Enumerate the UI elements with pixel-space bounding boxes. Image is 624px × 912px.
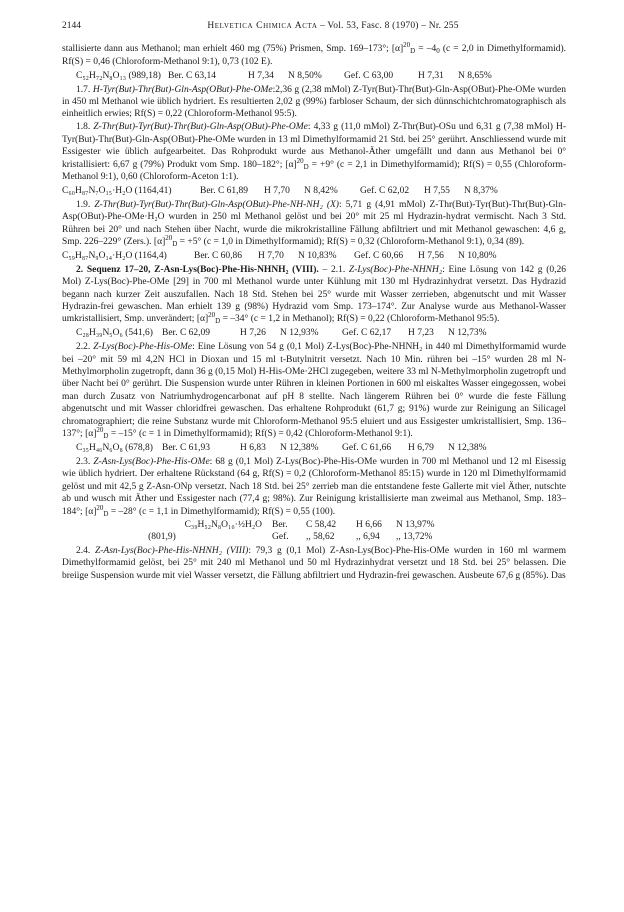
elemental-analysis: C₅₂H₇₂N₈O₁₃ (989,18) Ber. C 63,14 H 7,34 N 8,50% Gef. C 63,00 H 7,31 N 8,65% bbox=[76, 70, 492, 81]
elemental-analysis: C₃₅H₄₆N₆O₈ (678,8) Ber. C 61,93 H 6,83 N 12,38% Gef. C 61,66 H 6,79 N 12,38% bbox=[76, 443, 487, 453]
paragraph-2-3: 2.3. Z-Asn-Lys(Boc)-Phe-His-OMe: 68 g (0,1 Mol) Z-Lys(Boc)-Phe-His-OMe wurden in 700 ml Methanol und 12 ml Eisessig wie üblich hydriert. Der erhaltene Rückstand (64 g, Rf(S) = 0,2 (Chloroform-Methanol 85:15) wurde in 120 ml Dimethylformamid gelöst und mit 42,5 g Z-Asn-ONp versetzt. Nach 18 Std. bei 25° zerrieb man die entstandene feste Gallerte mit viel Äther, nutschte ab und wusch mit Äther und Essigester nach (77,4 g; 98%). Zur Reinigung kristallisierte man zweimal aus Methanol, Smp. 183–184°; $[\alpha]^{20}_D = -28^\circ$ (c = 1,1 in Dimethylformamid); Rf(S) = 0,55 (100). bbox=[62, 456, 567, 518]
elemental-analysis: C₂₈H₃₉N₅O₆ (541,6) Ber. C 62,09 H 7,26 N 12,93% Gef. C 62,17 H 7,23 N 12,73% bbox=[76, 328, 487, 339]
paragraph-1-8: 1.8. Z-Thr(But)-Tyr(But)-Thr(But)-Gln-Asp(OBut)-Phe-OMe: 4,33 g (11,0 mMol) Z-Thr(But)-OSu und 6,31 g (7,38 mMol) H-Tyr(But)-Thr(But)-Gln-Asp(OBut)-Phe-OMe wurden in 13 ml Dimethylformamid 21 Std. bei 25° gerührt. Anschliessend wurde mit Essigester wie üblich aufgearbeitet. Das Rohprodukt wurde aus Methanol-Äther umgefällt und dann aus Methanol bei 0° kristallisiert: 6,67 g (79%) Produkt vom Smp. 180–182°; $[\alpha]^{20}_D = +9^\circ$ (c = 2,1 in Dimethylformamid); Rf(S) = 0,55 (Chloroform-Methanol 9:1), 0,60 (Chloroform-Aceton 1:1). bbox=[62, 122, 566, 182]
page-number: 2144 bbox=[62, 21, 81, 31]
journal-citation: Helvetica Chimica Acta – Vol. 53, Fasc. 8 (1970) – Nr. 255 bbox=[207, 21, 459, 31]
paragraph-1-6-end: stallisierte dann aus Methanol; man erhielt 460 mg (75%) Prismen, Smp. 169–173°; $[\alpha]^{20}_D = -4_0$ (c = 2,0 in Dimethylformamid). Rf(S) = 0,46 (Chloroform-Methanol 9:1), 0,73 (102 E). bbox=[62, 41, 567, 67]
elemental-analysis: C₃₉H₅₂N₈O₁₀·½H₂O Ber. C 58,42 H 6,66 N 13,97% (801,9) Gef. ,, 58,62 ,, 6,94 ,, 13,72% bbox=[148, 519, 435, 543]
running-head bbox=[62, 20, 566, 32]
paragraph-2-4: 2.4. Z-Asn-Lys(Boc)-Phe-His-NHNH₂ (VIII): 79,3 g (0,1 Mol) Z-Asn-Lys(Boc)-Phe-His-OMe wurden in 160 ml warmem Dimethylformamid gelöst, bei 25° mit 240 ml Methanol und 50 ml Hydrazinhydrat versetzt und 18 Std. bei 25° belassen. Die breiige Suspension wurde mit viel Wasser versetzt, die Fällung abfiltriert und Hydrazin-frei gewaschen. Ausbeute 67,6 g (85%). Das bbox=[62, 545, 566, 581]
elemental-analysis: C₅₉H₈₇N₉O₁₄·H₂O (1164,4) Ber. C 60,86 H 7,70 N 10,83% Gef. C 60,66 H 7,56 N 10,80% bbox=[62, 250, 497, 261]
paragraph-2-2: 2.2. Z-Lys(Boc)-Phe-His-OMe: Eine Lösung von 54 g (0,1 Mol) Z-Lys(Boc)-Phe-NHNH₂ in 440 ml Dimethylformamid wurde bei –20° mit 59 ml 4,2N HCl in Dioxan und 15 ml t-Butylnitrit versetzt. Nach 10 Min. rühren bei –15° wurden 28 ml N-Methylmorpholin zugetropft, dann 36 g (0,15 Mol) H-His-OMe·2HCl zugegeben, weitere 33 ml N-Methylmorpholin zugetropft und über Nacht bei 0° gerührt. Die Suspension wurde unter Rühren in kleinen Portionen in 600 ml eiskaltes Wasser eingegossen, wobei man durch Zusatz von Natriumhydrogencarbonat auf pH 8 stellte. Nach längerem Rühren bei 0° wurde die feste Fällung abgenutscht und mit Wasser chloridfrei gewaschen. Das erhaltene Rohprodukt (61,7 g; 91%) wurde zur Reinigung an Silicagel chromatographiert; die reine Substanz wurde mit Chloroform-Methanol 95:5 eluiert und aus Essigester umkristallisiert, Smp. 136–137°; $[\alpha]^{20}_D = -15^\circ$ (c = 1 in Dimethylformamid); Rf(S) = 0,42 (Chloroform-Methanol 9:1). bbox=[62, 342, 566, 441]
section-2-paragraph: 2. Sequenz 17–20, Z-Asn-Lys(Boc)-Phe-His-NHNH₂ (VIII). – 2.1. Z-Lys(Boc)-Phe-NHNH₂: Eine Lösung von 142 g (0,26 Mol) Z-Lys(Boc)-Phe-OMe [29] in 700 ml Methanol wurde unter Kühlung mit 130 ml Hydrazinhydrat versetzt. Das Hydrazid begann nach kurzer Zeit auszufallen. Nach 18 Std. Stehen bei 25° wurde mit Wasser zerrieben, abgenutscht und mit Wasser Hydrazin-frei gewaschen. Man erhielt 139 g (98%) Hydrazid vom Smp. 173–174°. Zur Analyse wurde aus Methanol-Wasser umkristallisiert, Smp. unverändert; $[\alpha]^{20}_D = -34^\circ$ (c = 1,2 in Methanol); Rf(S) = 0,22 (Chloroform-Methanol 95:5). bbox=[62, 264, 567, 326]
section-heading: 2. Sequenz 17–20, Z-Asn-Lys(Boc)-Phe-His-NHNH₂ (VIII). bbox=[76, 264, 319, 275]
paragraph-1-9: 1.9. Z-Thr(But)-Tyr(But)-Thr(But)-Gln-Asp(OBut)-Phe-NH-NH₂ (X): 5,71 g (4,91 mMol) Z-Thr(But)-Tyr(But)-Thr(But)-Gln-Asp(OBut)-Phe-OMe·H₂O wurden in 250 ml Methanol gelöst und bei 20° mit 25 ml Hydrazin-hydrat vermischt. Nach 3 Std. Rühren bei 20° und nach Stehen über Nacht, wurde die mikrokristalline Fällung abfiltriert und mit Methanol gewaschen: 4,6 g, Smp. 226–229° (Zers.). $[\alpha]^{20}_D = +5^\circ$ (c = 1,0 in Dimethylformamid); Rf(S) = 0,32 (Chloroform-Methanol 9:1), 0,34 (89). bbox=[62, 199, 566, 248]
paragraph-1-7: 1.7. H-Tyr(But)-Thr(But)-Gln-Asp(OBut)-Phe-OMe:2,36 g (2,38 mMol) Z-Tyr(But)-Thr(But)-Gln-Asp(OBut)-Phe-OMe wurden in 450 ml Methanol wie üblich hydriert. Es resultierten 2,02 g (99%) farbloser Schaum, der sich dünnschichtchromatographisch als einheitlich erwies; Rf(S) = 0,22 (Chloroform-Methanol 95:5). bbox=[62, 84, 567, 120]
elemental-analysis: C₆₀H₈₇N₇O₁₅·H₂O (1164,41) Ber. C 61,89 H 7,70 N 8,42% Gef. C 62,02 H 7,55 N 8,37% bbox=[62, 185, 498, 196]
